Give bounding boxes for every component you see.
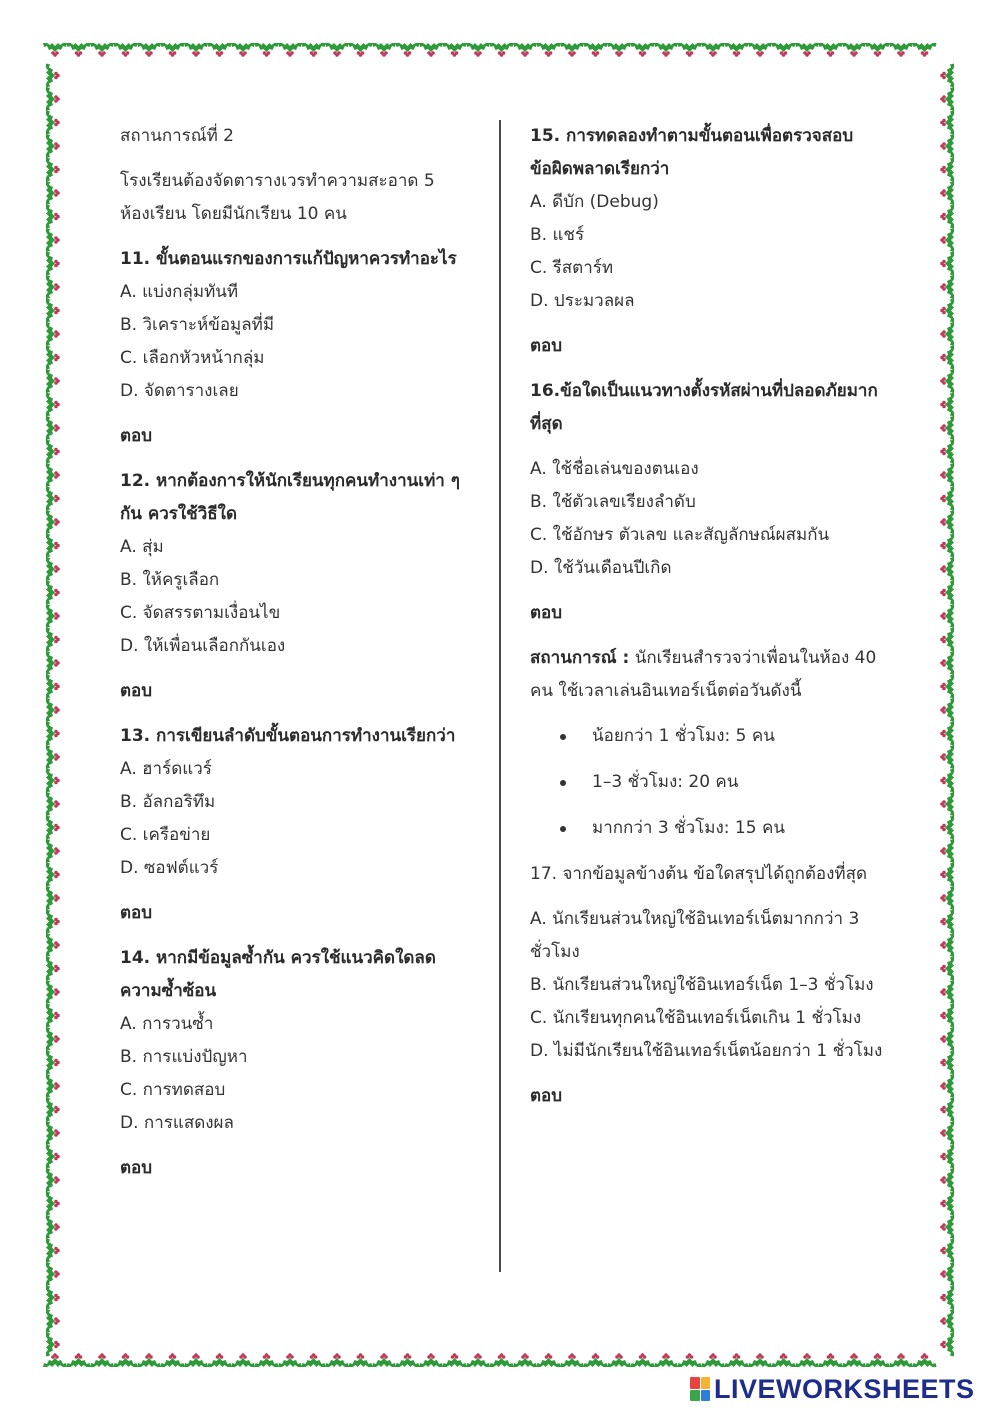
option-d: D. ใช้วันเดือนปีเกิด [530, 558, 672, 578]
holly-sprig [940, 769, 954, 793]
holly-sprig [940, 1168, 954, 1192]
holly-sprig [940, 1239, 954, 1263]
holly-sprig [940, 158, 954, 182]
holly-sprig [678, 43, 702, 57]
holly-sprig [940, 369, 954, 393]
question-text: ความซ้ำซ้อน [120, 981, 217, 1001]
holly-sprig [940, 228, 954, 252]
holly-sprig [46, 769, 60, 793]
holly-sprig [940, 510, 954, 534]
holly-sprig [940, 980, 954, 1004]
holly-sprig [584, 43, 608, 57]
holly-sprig [396, 1353, 420, 1367]
holly-sprig [940, 792, 954, 816]
holly-sprig [46, 205, 60, 229]
holly-sprig [940, 322, 954, 346]
holly-sprig [46, 510, 60, 534]
option-a: A. ฮาร์ดแวร์ [120, 759, 212, 779]
answer-label: ตอบ [120, 1158, 153, 1178]
scenario-text: นักเรียนสำรวจว่าเพื่อนในห้อง 40 [629, 648, 877, 668]
holly-sprig [46, 1168, 60, 1192]
question-text: 16.ข้อใดเป็นแนวทางตั้งรหัสผ่านที่ปลอดภัยมาก [530, 381, 878, 401]
logo-icon [690, 1377, 710, 1401]
holly-sprig [419, 1353, 443, 1367]
option-b: B. นักเรียนส่วนใหญ่ใช้อินเทอร์เน็ต 1–3 ชั่วโมง [530, 975, 874, 995]
holly-sprig [940, 534, 954, 558]
holly-sprig [325, 1353, 349, 1367]
holly-sprig [46, 1215, 60, 1239]
holly-sprig [513, 43, 537, 57]
holly-sprig [607, 1353, 631, 1367]
holly-sprig [631, 1353, 655, 1367]
holly-sprig [302, 43, 326, 57]
holly-sprig [940, 64, 954, 88]
holly-sprig [490, 43, 514, 57]
holly-sprig [866, 1353, 890, 1367]
answer-label: ตอบ [530, 336, 563, 356]
holly-sprig [325, 43, 349, 57]
holly-sprig [940, 111, 954, 135]
holly-sprig [654, 1353, 678, 1367]
holly-sprig [940, 1192, 954, 1216]
holly-sprig [46, 275, 60, 299]
holly-sprig [940, 1098, 954, 1122]
holly-sprig [940, 1004, 954, 1028]
holly-sprig [114, 1353, 138, 1367]
holly-sprig [772, 1353, 796, 1367]
holly-sprig [184, 1353, 208, 1367]
option-b: B. แชร์ [530, 225, 585, 245]
holly-sprig [795, 1353, 819, 1367]
holly-sprig [46, 1098, 60, 1122]
holly-sprig [866, 43, 890, 57]
holly-sprig [537, 43, 561, 57]
holly-sprig [46, 1121, 60, 1145]
option-c: C. เลือกหัวหน้ากลุ่ม [120, 348, 265, 368]
option-d: D. ไม่มีนักเรียนใช้อินเทอร์เน็ตน้อยกว่า 1 ชั่วโมง [530, 1041, 883, 1061]
holly-sprig [940, 581, 954, 605]
holly-sprig [231, 43, 255, 57]
holly-sprig [940, 1121, 954, 1145]
holly-sprig [537, 1353, 561, 1367]
holly-sprig [842, 43, 866, 57]
holly-sprig [443, 1353, 467, 1367]
holly-sprig [46, 393, 60, 417]
holly-sprig [46, 745, 60, 769]
holly-sprig [940, 393, 954, 417]
holly-sprig [208, 43, 232, 57]
scenario-text: คน ใช้เวลาเล่นอินเทอร์เน็ตต่อวันดังนี้ [530, 681, 802, 701]
holly-sprig [701, 1353, 725, 1367]
option-c: C. ใช้อักษร ตัวเลข และสัญลักษณ์ผสมกัน [530, 525, 830, 545]
holly-sprig [46, 581, 60, 605]
holly-sprig [940, 1145, 954, 1169]
holly-sprig [513, 1353, 537, 1367]
holly-sprig [46, 416, 60, 440]
holly-sprig [940, 1074, 954, 1098]
holly-sprig [842, 1353, 866, 1367]
holly-sprig [46, 87, 60, 111]
question-text: 17. จากข้อมูลข้างต้น ข้อใดสรุปได้ถูกต้องที่สุด [530, 864, 868, 884]
left-column [120, 120, 480, 1185]
holly-sprig [161, 1353, 185, 1367]
holly-sprig [940, 698, 954, 722]
holly-sprig [889, 1353, 913, 1367]
option-c: C. เครือข่าย [120, 825, 211, 845]
holly-sprig [255, 1353, 279, 1367]
holly-sprig [46, 534, 60, 558]
right-column [530, 120, 890, 1113]
question-14 [120, 942, 480, 1185]
option-c: C. การทดสอบ [120, 1080, 226, 1100]
holly-sprig [940, 651, 954, 675]
holly-sprig [46, 299, 60, 323]
holly-sprig [940, 886, 954, 910]
holly-sprig [46, 1309, 60, 1333]
holly-sprig [46, 1333, 60, 1357]
holly-sprig [67, 1353, 91, 1367]
list-item: มากกว่า 3 ชั่วโมง: 15 คน [530, 812, 890, 845]
logo-text: LIVEWORKSHEETS [714, 1373, 975, 1404]
holly-sprig [940, 557, 954, 581]
holly-sprig [46, 1074, 60, 1098]
holly-sprig [46, 792, 60, 816]
holly-sprig [443, 43, 467, 57]
scenario-label: สถานการณ์ : [530, 648, 630, 668]
holly-sprig [372, 1353, 396, 1367]
question-text: ข้อผิดพลาดเรียกว่า [530, 159, 670, 179]
holly-sprig [940, 722, 954, 746]
option-a: A. การวนซ้ำ [120, 1014, 214, 1034]
holly-sprig [349, 43, 373, 57]
holly-sprig [46, 816, 60, 840]
holly-sprig [372, 43, 396, 57]
holly-sprig [940, 1286, 954, 1310]
holly-sprig [46, 980, 60, 1004]
question-16 [530, 375, 890, 630]
question-text: กัน ควรใช้วิธีใด [120, 504, 237, 524]
column-divider [499, 120, 501, 1272]
holly-sprig [46, 440, 60, 464]
holly-sprig [940, 863, 954, 887]
holly-sprig [701, 43, 725, 57]
question-text: ที่สุด [530, 414, 563, 434]
holly-sprig [940, 604, 954, 628]
holly-sprig [940, 933, 954, 957]
holly-sprig [46, 487, 60, 511]
question-text: 12. หากต้องการให้นักเรียนทุกคนทำงานเท่า ๆ [120, 471, 460, 491]
holly-sprig [819, 43, 843, 57]
holly-sprig [90, 43, 114, 57]
holly-sprig [46, 863, 60, 887]
holly-sprig [46, 698, 60, 722]
bullet-icon [560, 780, 566, 786]
holly-sprig [940, 628, 954, 652]
holly-sprig [940, 346, 954, 370]
holly-sprig [46, 1262, 60, 1286]
option-a: A. นักเรียนส่วนใหญ่ใช้อินเทอร์เน็ตมากกว่า 3 [530, 909, 860, 929]
holly-sprig [208, 1353, 232, 1367]
scenario-line: ห้องเรียน โดยมีนักเรียน 10 คน [120, 204, 347, 224]
option-c: C. จัดสรรตามเงื่อนไข [120, 603, 281, 623]
holly-sprig [819, 1353, 843, 1367]
question-11 [120, 243, 480, 453]
holly-sprig [278, 1353, 302, 1367]
holly-sprig [940, 675, 954, 699]
answer-label: ตอบ [120, 426, 153, 446]
holly-sprig [940, 1027, 954, 1051]
holly-sprig [46, 675, 60, 699]
holly-sprig [940, 87, 954, 111]
holly-sprig [46, 1239, 60, 1263]
holly-sprig [940, 440, 954, 464]
holly-sprig [940, 252, 954, 276]
holly-sprig [466, 1353, 490, 1367]
option-d: D. ให้เพื่อนเลือกกันเอง [120, 636, 286, 656]
holly-sprig [46, 463, 60, 487]
holly-sprig [46, 1192, 60, 1216]
option-b: B. ใช้ตัวเลขเรียงลำดับ [530, 492, 696, 512]
option-d: D. จัดตารางเลย [120, 381, 239, 401]
holly-sprig [940, 181, 954, 205]
holly-sprig [302, 1353, 326, 1367]
question-13 [120, 720, 480, 930]
holly-sprig [725, 1353, 749, 1367]
holly-sprig [46, 651, 60, 675]
question-15 [530, 120, 890, 363]
holly-sprig [490, 1353, 514, 1367]
scenario-block [530, 642, 890, 845]
option-a: A. ดีบัก (Debug) [530, 192, 659, 212]
holly-sprig [46, 111, 60, 135]
holly-sprig [940, 134, 954, 158]
question-text: 15. การทดลองทำตามขั้นตอนเพื่อตรวจสอบ [530, 126, 854, 146]
holly-sprig [584, 1353, 608, 1367]
option-d: D. ซอฟต์แวร์ [120, 858, 219, 878]
holly-sprig [772, 43, 796, 57]
holly-sprig [46, 628, 60, 652]
bullet-icon [560, 826, 566, 832]
holly-sprig [940, 1215, 954, 1239]
holly-sprig [654, 43, 678, 57]
option-a-cont: ชั่วโมง [530, 942, 580, 962]
holly-sprig [940, 1262, 954, 1286]
question-text: 11. ขั้นตอนแรกของการแก้ปัญหาควรทำอะไร [120, 249, 457, 269]
holly-sprig [46, 1145, 60, 1169]
holly-sprig [396, 43, 420, 57]
liveworksheets-logo [690, 1374, 975, 1404]
holly-sprig [46, 957, 60, 981]
holly-sprig [46, 158, 60, 182]
bullet-icon [560, 734, 566, 740]
holly-sprig [46, 228, 60, 252]
holly-sprig [137, 43, 161, 57]
holly-sprig [278, 43, 302, 57]
holly-sprig [90, 1353, 114, 1367]
holly-sprig [940, 1051, 954, 1075]
option-b: B. วิเคราะห์ข้อมูลที่มี [120, 315, 275, 335]
holly-sprig [46, 369, 60, 393]
holly-sprig [161, 43, 185, 57]
holly-sprig [560, 43, 584, 57]
holly-sprig [46, 134, 60, 158]
holly-sprig [46, 322, 60, 346]
option-b: B. ให้ครูเลือก [120, 570, 220, 590]
holly-sprig [678, 1353, 702, 1367]
holly-sprig [940, 487, 954, 511]
holly-sprig [748, 1353, 772, 1367]
holly-sprig [46, 1004, 60, 1028]
holly-sprig [940, 463, 954, 487]
holly-sprig [940, 1309, 954, 1333]
holly-sprig [725, 43, 749, 57]
holly-sprig [607, 43, 631, 57]
holly-sprig [940, 1333, 954, 1357]
holly-sprig [46, 910, 60, 934]
holly-sprig [43, 43, 67, 57]
holly-sprig [940, 745, 954, 769]
option-a: A. แบ่งกลุ่มทันที [120, 282, 239, 302]
holly-sprig [631, 43, 655, 57]
holly-sprig [913, 1353, 937, 1367]
holly-sprig [46, 933, 60, 957]
holly-sprig [137, 1353, 161, 1367]
holly-sprig [940, 957, 954, 981]
holly-sprig [466, 43, 490, 57]
option-c: C. นักเรียนทุกคนใช้อินเทอร์เน็ตเกิน 1 ชั่วโมง [530, 1008, 862, 1028]
bullet-list [530, 720, 890, 845]
holly-sprig [46, 346, 60, 370]
holly-sprig [46, 557, 60, 581]
holly-sprig [940, 205, 954, 229]
holly-sprig [46, 64, 60, 88]
holly-sprig [46, 1286, 60, 1310]
holly-sprig [46, 1051, 60, 1075]
scenario-line: โรงเรียนต้องจัดตารางเวรทำความสะอาด 5 [120, 171, 435, 191]
answer-label: ตอบ [530, 1086, 563, 1106]
holly-sprig [46, 886, 60, 910]
holly-sprig [940, 416, 954, 440]
holly-sprig [940, 839, 954, 863]
holly-sprig [940, 910, 954, 934]
option-b: B. การแบ่งปัญหา [120, 1047, 248, 1067]
holly-sprig [349, 1353, 373, 1367]
holly-sprig [46, 252, 60, 276]
option-a: A. ใช้ชื่อเล่นของตนเอง [530, 459, 699, 479]
holly-sprig [940, 299, 954, 323]
answer-label: ตอบ [120, 903, 153, 923]
answer-label: ตอบ [530, 603, 563, 623]
option-b: B. อัลกอริทึม [120, 792, 216, 812]
option-d: D. ประมวลผล [530, 291, 635, 311]
answer-label: ตอบ [120, 681, 153, 701]
holly-sprig [46, 181, 60, 205]
holly-sprig [184, 43, 208, 57]
scenario-title: สถานการณ์ที่ 2 [120, 126, 235, 146]
holly-sprig [231, 1353, 255, 1367]
question-text: 14. หากมีข้อมูลซ้ำกัน ควรใช้แนวคิดใดลด [120, 948, 436, 968]
option-d: D. การแสดงผล [120, 1113, 234, 1133]
list-item: 1–3 ชั่วโมง: 20 คน [530, 766, 890, 799]
question-text: 13. การเขียนลำดับขั้นตอนการทำงานเรียกว่า [120, 726, 456, 746]
holly-sprig [560, 1353, 584, 1367]
holly-sprig [46, 722, 60, 746]
holly-sprig [46, 1027, 60, 1051]
holly-sprig [913, 43, 937, 57]
holly-sprig [940, 816, 954, 840]
question-12 [120, 465, 480, 708]
list-item: น้อยกว่า 1 ชั่วโมง: 5 คน [530, 720, 890, 753]
question-17 [530, 858, 890, 1113]
holly-sprig [255, 43, 279, 57]
holly-sprig [795, 43, 819, 57]
holly-sprig [748, 43, 772, 57]
holly-sprig [46, 839, 60, 863]
option-a: A. สุ่ม [120, 537, 164, 557]
holly-sprig [46, 604, 60, 628]
holly-sprig [419, 43, 443, 57]
holly-sprig [67, 43, 91, 57]
holly-sprig [889, 43, 913, 57]
holly-sprig [114, 43, 138, 57]
option-c: C. รีสตาร์ท [530, 258, 614, 278]
holly-sprig [940, 275, 954, 299]
